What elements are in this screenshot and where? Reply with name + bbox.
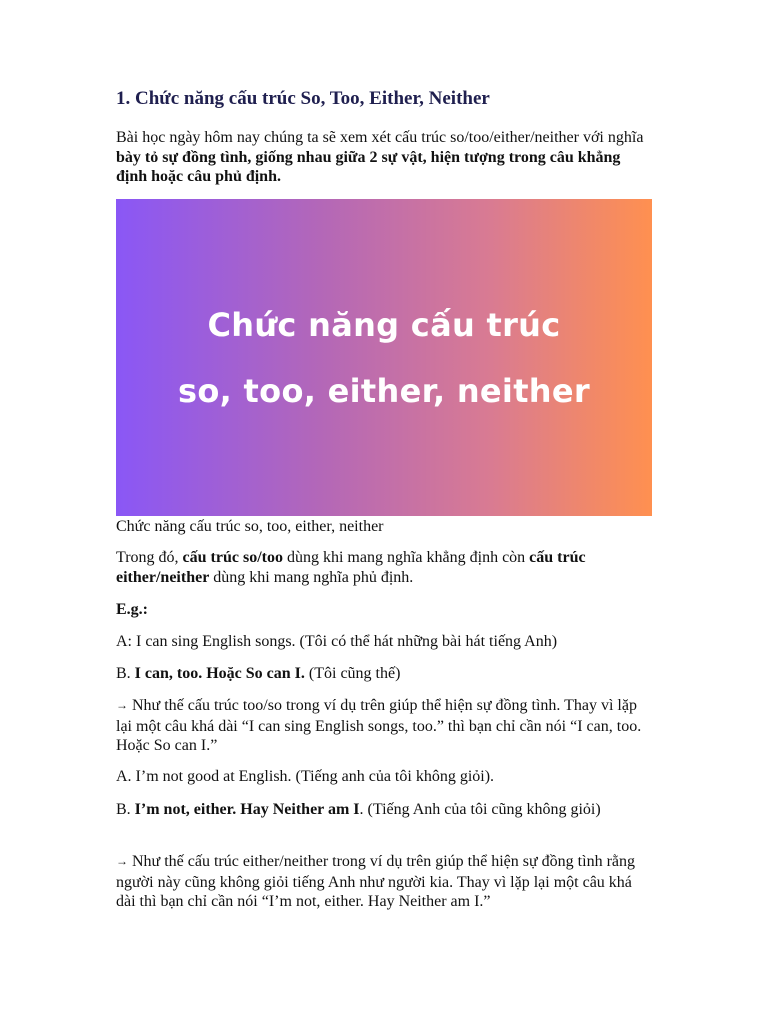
example-1-b-bold: I can, too. Hoặc So can I. bbox=[134, 665, 305, 682]
usage-text-3: dùng khi mang nghĩa phủ định. bbox=[209, 568, 414, 586]
example-1-line-b bbox=[116, 664, 652, 684]
explanation-2-text: Như thế cấu trúc either/neither trong ví dụ trên giúp thể hiện sự đồng tình rằng người này cũng không giỏi tiếng Anh như người kia. Thay vì lặp lại một câu khá dài thì bạn chỉ cần nói “I’m not, either. Hay Neither am I.” bbox=[116, 853, 635, 911]
banner-title-line-2: so, too, either, neither bbox=[178, 371, 590, 410]
usage-bold-so-too: cấu trúc so/too bbox=[182, 549, 283, 566]
example-1-b-prefix: B. bbox=[116, 665, 135, 682]
example-1-b-suffix: (Tôi cũng thế) bbox=[304, 665, 401, 682]
example-2-line-b bbox=[116, 800, 652, 820]
example-2-b-prefix: B. bbox=[116, 801, 135, 818]
explanation-1-paragraph bbox=[116, 696, 652, 756]
example-1-line-a: A: I can sing English songs. (Tôi có thể hát những bài hát tiếng Anh) bbox=[116, 633, 558, 650]
arrow-right-icon: → bbox=[116, 698, 128, 712]
banner-title-line-1: Chức năng cấu trúc bbox=[207, 305, 561, 344]
example-label bbox=[116, 600, 652, 620]
title-banner-image bbox=[116, 199, 652, 516]
intro-bold-text: bày tỏ sự đồng tình, giống nhau giữa 2 sự vật, hiện tượng trong câu khẳng định hoặc câu phủ định. bbox=[116, 148, 621, 186]
image-caption: Chức năng cấu trúc so, too, either, neither bbox=[116, 518, 384, 535]
example-2-b-suffix: . (Tiếng Anh của tôi cũng không giỏi) bbox=[359, 801, 601, 818]
intro-text: Bài học ngày hôm nay chúng ta sẽ xem xét cấu trúc so/too/either/neither với nghĩa bbox=[116, 129, 644, 146]
usage-bold-either-neither: cấu trúc either/neither bbox=[116, 549, 586, 586]
example-2-b-bold: I’m not, either. Hay Neither am I bbox=[134, 801, 360, 818]
example-label-text: E.g.: bbox=[116, 601, 148, 618]
usage-text-2: dùng khi mang nghĩa khẳng định còn bbox=[282, 549, 530, 566]
intro-paragraph bbox=[116, 128, 652, 187]
explanation-2-paragraph bbox=[116, 852, 652, 912]
usage-paragraph bbox=[116, 548, 652, 587]
arrow-right-icon: → bbox=[116, 854, 128, 868]
usage-text-1: Trong đó, bbox=[116, 549, 183, 566]
section-heading: 1. Chức năng cấu trúc So, Too, Either, Neither bbox=[116, 88, 490, 109]
explanation-1-text: Như thế cấu trúc too/so trong ví dụ trên giúp thể hiện sự đồng tình. Thay vì lặp lại một câu khá dài “I can sing English songs, too.” thì bạn chỉ cần nói “I can, too. Hoặc So can I.” bbox=[116, 697, 642, 755]
example-2-line-a: A. I’m not good at English. (Tiếng anh của tôi không giỏi). bbox=[116, 768, 495, 785]
